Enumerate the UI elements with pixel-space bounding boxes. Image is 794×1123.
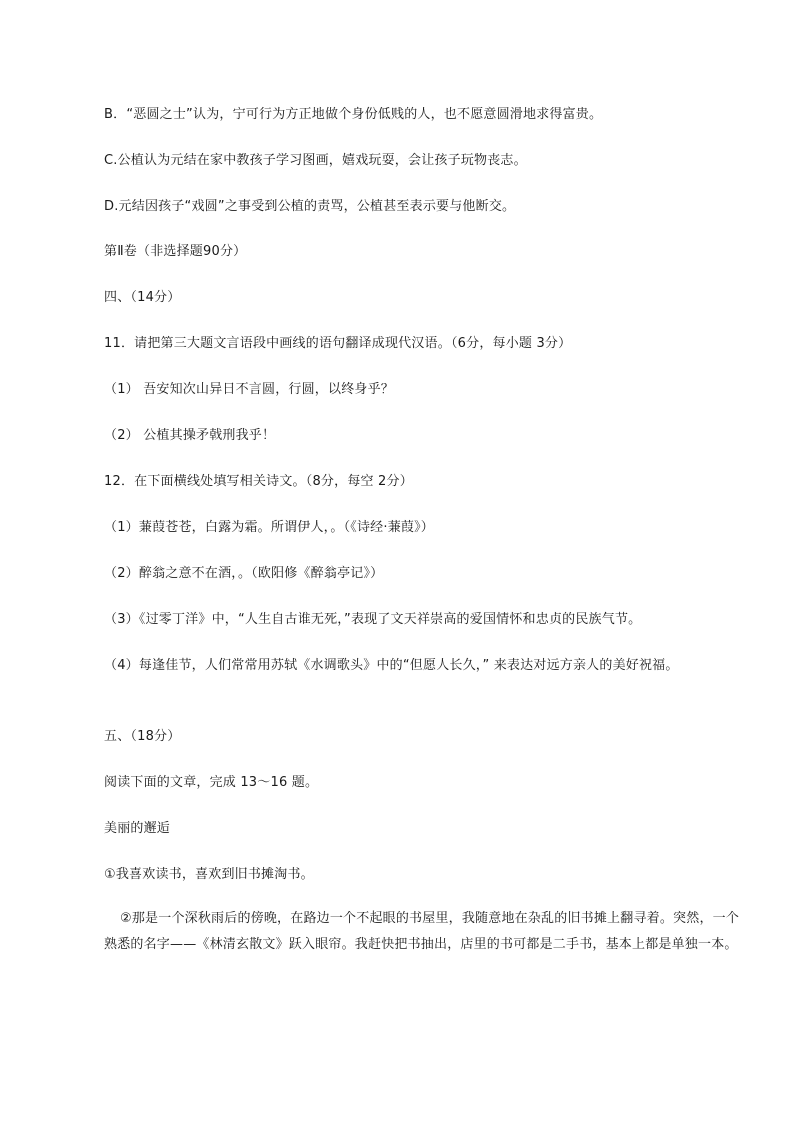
option-d: D.元结因孩子“戏圆”之事受到公植的责骂，公植甚至表示要与他断交。 — [104, 199, 516, 214]
option-c: C.公植认为元结在家中教孩子学习图画，嬉戏玩耍，会让孩子玩物丧志。 — [104, 153, 527, 168]
article-paragraph-1: ①我喜欢读书，喜欢到旧书摊淘书。 — [104, 867, 314, 882]
section-heading-volume-2: 第Ⅱ卷（非选择题90分） — [104, 244, 247, 259]
section-heading-four: 四、（14分） — [104, 290, 181, 305]
article-title: 美丽的邂逅 — [104, 821, 171, 836]
option-b: B．“恶圆之士”认为，宁可行为方正地做个身份低贱的人，也不愿意圆滑地求得富贵。 — [104, 107, 603, 122]
question-12-item-4: （4）每逢佳节，人们常常用苏轼《水调歌头》中的“但愿人长久，” 来表达对远方亲人的美好祝福。 — [104, 658, 679, 673]
question-12-item-1: （1）蒹葭苍苍，白露为霜。所谓伊人，。（《诗经·蒹葭》） — [104, 520, 435, 535]
section-heading-five: 五、（18分） — [104, 729, 181, 744]
question-11: 11．请把第三大题文言语段中画线的语句翻译成现代汉语。（6分，每小题 3分） — [104, 336, 572, 351]
question-12-item-2: （2）醉翁之意不在酒，。（欧阳修《醉翁亭记》） — [104, 566, 384, 581]
question-11-item-1: （1） 吾安知次山异日不言圆，行圆，以终身乎？ — [104, 382, 395, 397]
question-12-item-3: （3）《过零丁洋》中，“人生自古谁无死，”表现了文天祥崇高的爱国情怀和忠贞的民族气节。 — [104, 612, 642, 627]
question-12: 12．在下面横线处填写相关诗文。（8分，每空 2分） — [104, 474, 413, 489]
article-paragraph-2-text: ②那是一个深秋雨后的傍晚，在路边一个不起眼的书屋里，我随意地在杂乱的旧书摊上翻寻着。突然，一个熟悉的名字——《林清玄散文》跃入眼帘。我赶快把书抽出，店里的书可都是二手书，基本上都是单独一本。 — [104, 911, 740, 952]
question-11-item-2: （2） 公植其操矛戟刑我乎！ — [104, 428, 276, 443]
reading-instruction: 阅读下面的文章，完成 13～16 题。 — [104, 775, 319, 790]
article-paragraph-2 — [104, 906, 744, 958]
